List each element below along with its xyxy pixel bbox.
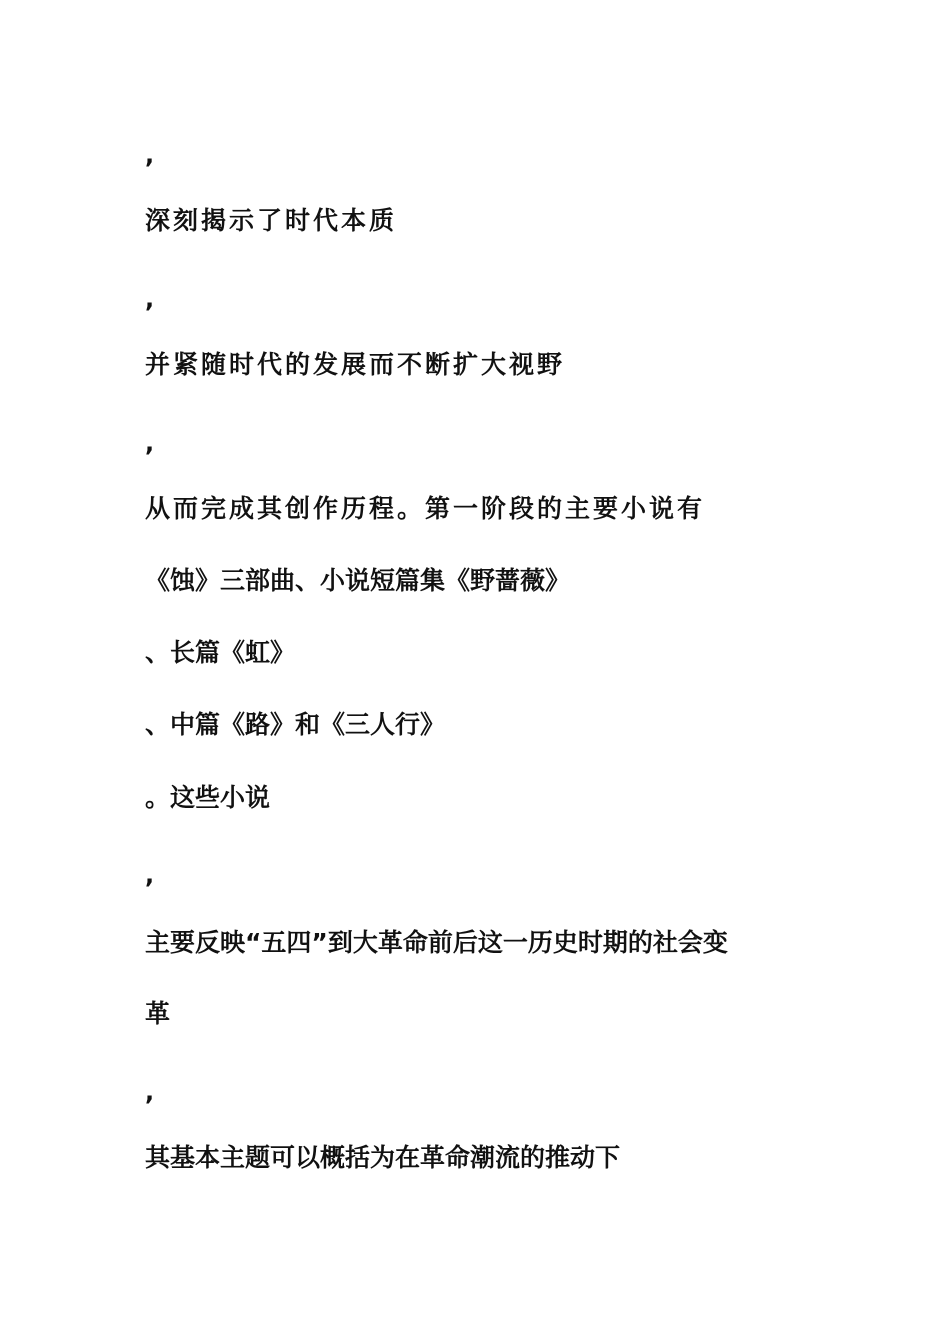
text-line: 并紧随时代的发展而不断扩大视野 — [145, 350, 566, 379]
text-line: 、长篇《虹》 — [145, 638, 296, 667]
text-line: 、中篇《路》和《三人行》 — [145, 710, 446, 739]
text-line: 其基本主题可以概括为在革命潮流的推动下 — [145, 1143, 621, 1172]
text-line: 《蚀》三部曲、小说短篇集《野蔷薇》 — [145, 566, 571, 595]
text-line: 。这些小说 — [145, 783, 271, 812]
text-line: , — [145, 429, 155, 457]
text-line: , — [145, 1078, 155, 1106]
text-line: 从而完成其创作历程。第一阶段的主要小说有 — [145, 494, 706, 523]
text-line: , — [145, 861, 155, 889]
text-line: , — [145, 141, 155, 169]
text-line: 革 — [145, 999, 171, 1028]
text-line: , — [145, 285, 155, 313]
text-line: 深刻揭示了时代本质 — [145, 206, 398, 235]
text-line: 主要反映“五四”到大革命前后这一历史时期的社会变 — [145, 928, 728, 957]
